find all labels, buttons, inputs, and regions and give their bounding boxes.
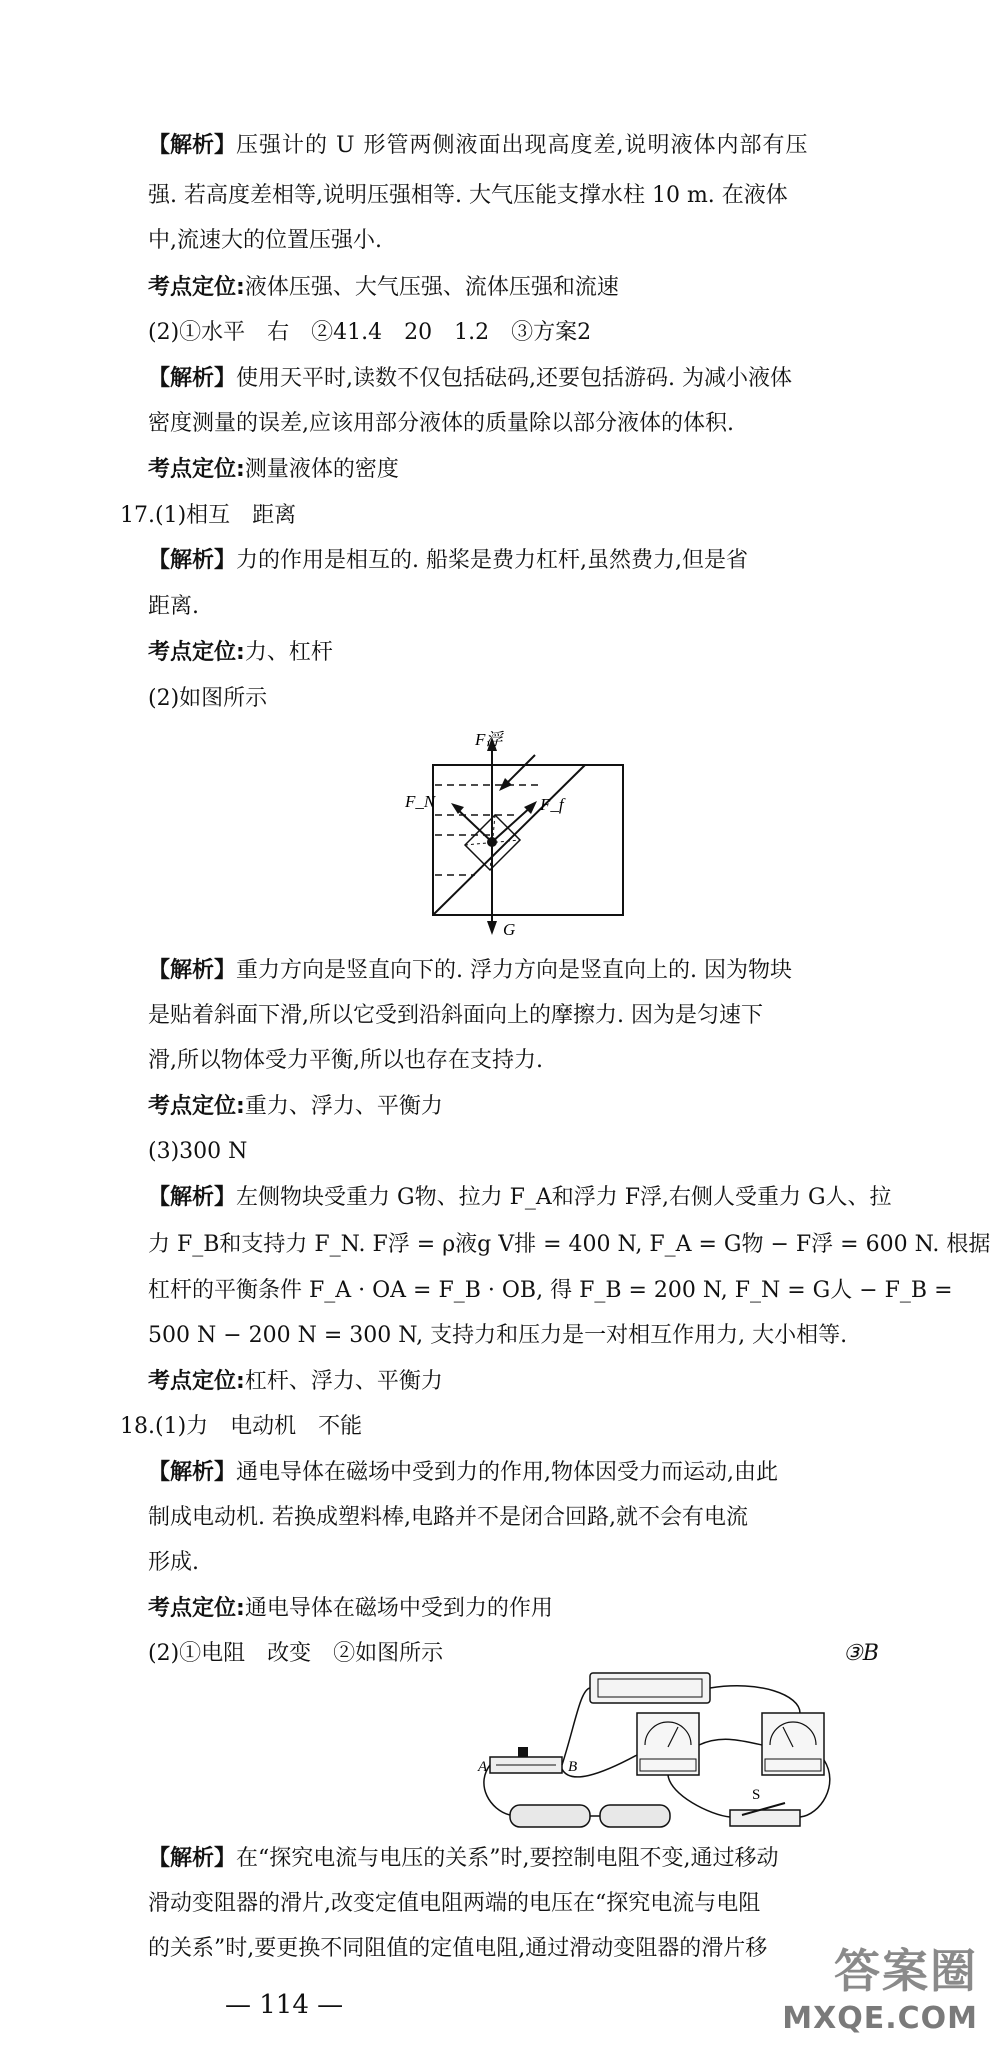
page-number: — 114 — (225, 1990, 344, 2020)
key-point-label: 考点定位: (148, 1094, 245, 1119)
key-point-text: 测量液体的密度 (244, 457, 399, 482)
key-point-line (148, 1371, 948, 1393)
text-line: 的关系”时,要更换不同阻值的定值电阻,通过滑动变阻器的滑片移 (148, 1936, 768, 1961)
switch-label: S (752, 1787, 761, 1803)
key-point-label: 考点定位: (148, 457, 245, 482)
analysis-label: 【解析】 (148, 366, 237, 391)
answer-line: (3)300 N (148, 1139, 248, 1164)
force-diagram (395, 725, 635, 940)
normal-force-label: F_N (405, 792, 436, 811)
analysis-text: 压强计的 U 形管两侧液面出现高度差,说明液体内部有压 (236, 133, 809, 158)
circuit-diagram (480, 1665, 870, 1840)
analysis-line (148, 135, 948, 157)
key-point-label: 考点定位: (148, 1369, 245, 1394)
analysis-label: 【解析】 (148, 958, 237, 983)
question-17-line: 17.(1)相互 距离 (120, 503, 297, 528)
gravity-label: G (503, 920, 516, 939)
text-line: 制成电动机. 若换成塑料棒,电路并不是闭合回路,就不会有电流 (148, 1505, 748, 1530)
key-point-line (148, 1598, 948, 1620)
key-point-text: 通电导体在磁场中受到力的作用 (244, 1596, 553, 1621)
analysis-text: 通电导体在磁场中受到力的作用,物体因受力而运动,由此 (236, 1460, 779, 1485)
analysis-label: 【解析】 (148, 1846, 237, 1871)
analysis-label: 【解析】 (148, 1185, 237, 1210)
analysis-line (148, 1187, 948, 1209)
key-point-text: 杠杆、浮力、平衡力 (244, 1369, 443, 1394)
watermark-url: MXQE.COM (782, 2001, 978, 2036)
answer-line: (2)如图所示 (148, 686, 268, 711)
terminal-a-label: A (478, 1759, 488, 1775)
text-line: 500 N − 200 N = 300 N, 支持力和压力是一对相互作用力, 大小相等. (148, 1323, 848, 1348)
text-line: 力 F_B和支持力 F_N. F浮 = ρ液g V排 = 400 N, F_A = G物 − F浮 = 600 N. 根据 (148, 1232, 991, 1257)
answer-line: (2)①水平 右 ②41.4 20 1.2 ③方案2 (148, 320, 592, 345)
key-point-line (148, 459, 948, 481)
key-point-label: 考点定位: (148, 1596, 245, 1621)
question-18-line: 18.(1)力 电动机 不能 (120, 1414, 363, 1439)
analysis-text: 在“探究电流与电压的关系”时,要控制电阻不变,通过移动 (236, 1846, 779, 1871)
analysis-line (148, 368, 948, 390)
analysis-line (148, 1848, 948, 1870)
text-line: 密度测量的误差,应该用部分液体的质量除以部分液体的体积. (148, 411, 734, 436)
text-line: 滑,所以物体受力平衡,所以也存在支持力. (148, 1048, 543, 1073)
text-line: 距离. (148, 594, 199, 619)
analysis-label: 【解析】 (148, 548, 237, 573)
watermark (782, 1935, 978, 2036)
analysis-line (148, 1462, 948, 1484)
text-line: 是贴着斜面下滑,所以它受到沿斜面向上的摩擦力. 因为是匀速下 (148, 1003, 763, 1028)
analysis-text: 重力方向是竖直向下的. 浮力方向是竖直向上的. 因为物块 (236, 958, 792, 983)
buoyancy-label: F浮 (475, 730, 503, 749)
text-line: 强. 若高度差相等,说明压强相等. 大气压能支撑水柱 10 m. 在液体 (148, 183, 788, 208)
answer-line: (2)①电阻 改变 ②如图所示 (148, 1641, 444, 1666)
analysis-text: 左侧物块受重力 G物、拉力 F_A和浮力 F浮,右侧人受重力 G人、拉 (236, 1185, 892, 1210)
text-line: 杠杆的平衡条件 F_A · OA = F_B · OB, 得 F_B = 200 N, F_N = G人 − F_B = (148, 1278, 953, 1303)
text-line: 中,流速大的位置压强小. (148, 228, 382, 253)
analysis-label: 【解析】 (148, 1460, 237, 1485)
text-line: 滑动变阻器的滑片,改变定值电阻两端的电压在“探究电流与电阻 (148, 1891, 761, 1916)
analysis-text: 使用天平时,读数不仅包括砝码,还要包括游码. 为减小液体 (236, 366, 792, 391)
key-point-text: 重力、浮力、平衡力 (244, 1094, 443, 1119)
key-point-text: 力、杠杆 (244, 640, 333, 665)
key-point-line (148, 642, 948, 664)
analysis-label: 【解析】 (148, 133, 237, 158)
key-point-line (148, 1096, 948, 1118)
analysis-line (148, 960, 948, 982)
watermark-logo: 答案圈 (834, 1944, 978, 1998)
key-point-line (148, 277, 948, 299)
key-point-label: 考点定位: (148, 275, 245, 300)
terminal-b-label: B (568, 1759, 578, 1775)
text-line: 形成. (148, 1550, 199, 1575)
analysis-line (148, 550, 948, 572)
key-point-text: 液体压强、大气压强、流体压强和流速 (244, 275, 619, 300)
friction-label: F_f (540, 795, 564, 814)
key-point-label: 考点定位: (148, 640, 245, 665)
answer-option: ③B (843, 1641, 879, 1666)
analysis-text: 力的作用是相互的. 船桨是费力杠杆,虽然费力,但是省 (236, 548, 748, 573)
